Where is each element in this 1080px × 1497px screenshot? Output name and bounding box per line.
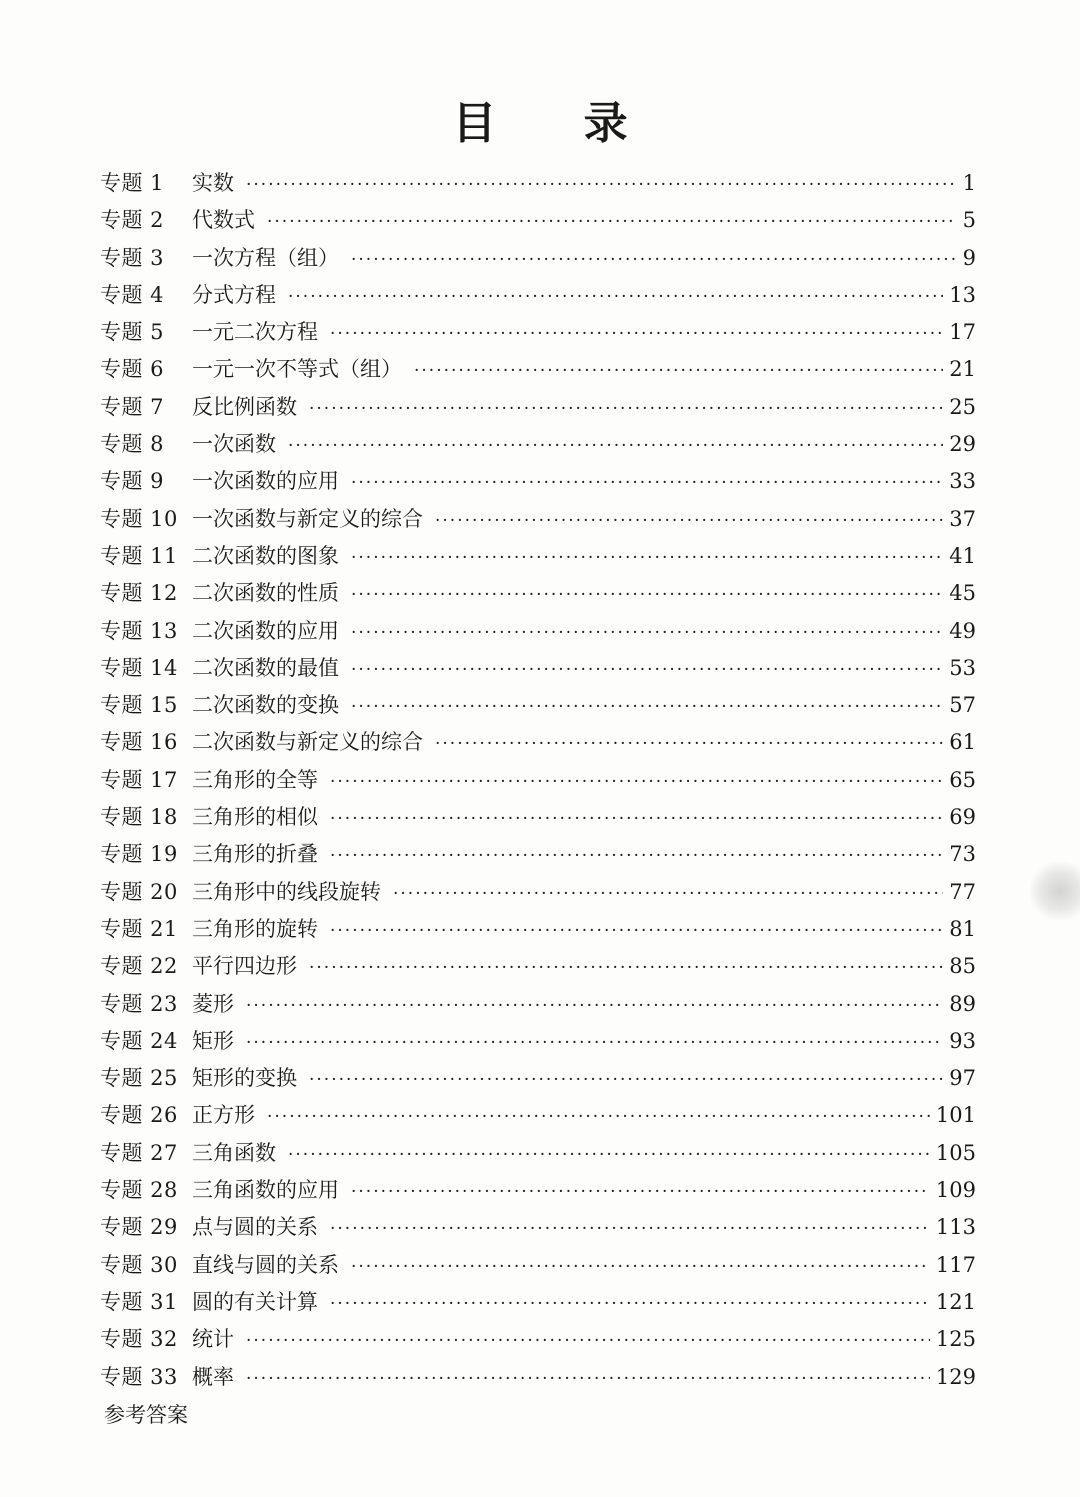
toc-entry-title: 一次函数的应用 (192, 469, 339, 494)
toc-entry-page: 85 (949, 954, 976, 979)
toc-entry-title: 一次方程（组） (192, 245, 339, 270)
toc-entry (100, 1321, 976, 1358)
page-title: 目 录 (452, 98, 664, 150)
toc-entry-number: 专题 20 (100, 879, 178, 904)
toc-dot-leader (246, 1361, 930, 1398)
toc-entry-page: 33 (949, 469, 976, 494)
toc-entry-page: 69 (949, 805, 976, 830)
toc-dot-leader (330, 1211, 930, 1248)
toc-entry-number: 专题 7 (100, 394, 165, 419)
toc-dot-leader (351, 652, 943, 689)
toc-dot-leader (288, 428, 943, 465)
toc-entry-page: 81 (949, 916, 976, 941)
toc-entry-page: 21 (949, 357, 976, 382)
toc-dot-leader (330, 913, 943, 950)
toc-entry-page: 41 (949, 543, 976, 568)
toc-dot-leader (246, 1025, 943, 1062)
toc-entry (100, 948, 976, 985)
toc-entry-page: 129 (935, 1364, 976, 1389)
toc-entry-number: 专题 21 (100, 916, 178, 941)
toc-entry-page: 29 (949, 432, 976, 457)
toc-entry-page: 17 (949, 320, 976, 345)
toc-entry-title: 圆的有关计算 (192, 1289, 318, 1314)
toc-dot-leader (330, 838, 943, 875)
toc-dot-leader (351, 242, 957, 279)
toc-entry-title: 矩形 (192, 1028, 234, 1053)
toc-entry-title: 代数式 (192, 208, 255, 233)
toc-entry-number: 专题 29 (100, 1215, 178, 1240)
toc-entry-number: 专题 28 (100, 1178, 178, 1203)
toc-dot-leader (309, 391, 943, 428)
toc-dot-leader (351, 689, 943, 726)
toc-entry-number: 专题 4 (100, 282, 165, 307)
toc-dot-leader (288, 1137, 930, 1174)
toc-entry-number: 专题 30 (100, 1252, 178, 1277)
toc-entry-number: 专题 17 (100, 767, 178, 792)
toc-dot-leader (267, 204, 957, 241)
toc-entry (100, 1135, 976, 1172)
toc-entry-page: 5 (962, 208, 976, 233)
toc-dot-leader (351, 1174, 930, 1211)
toc-dot-leader (330, 316, 943, 353)
toc-entry (100, 165, 976, 202)
toc-dot-leader (330, 801, 943, 838)
toc-entry-title: 正方形 (192, 1103, 255, 1128)
toc-entry-number: 专题 9 (100, 469, 165, 494)
toc-entry-page: 37 (949, 506, 976, 531)
toc-entry-title: 三角形中的线段旋转 (192, 879, 381, 904)
toc-entry (100, 986, 976, 1023)
toc-entry-title: 一元二次方程 (192, 320, 318, 345)
toc-entry-title: 矩形的变换 (192, 1066, 297, 1091)
toc-entry-title: 概率 (192, 1364, 234, 1389)
toc-entry-number: 专题 16 (100, 730, 178, 755)
toc-entry (100, 1172, 976, 1209)
toc-dot-leader (246, 1323, 930, 1360)
toc-dot-leader (351, 1249, 930, 1286)
toc-entry-title: 分式方程 (192, 282, 276, 307)
toc-entry-number: 专题 12 (100, 581, 178, 606)
toc-entry-title: 直线与圆的关系 (192, 1252, 339, 1277)
toc-entry-number: 专题 3 (100, 245, 165, 270)
toc-entry-number: 专题 19 (100, 842, 178, 867)
toc-entry-page: 109 (935, 1178, 976, 1203)
toc-entry-title: 二次函数的性质 (192, 581, 339, 606)
toc-entry-number: 专题 11 (100, 543, 178, 568)
answers-entry: 参考答案 (104, 1403, 188, 1427)
toc-dot-leader (246, 167, 957, 204)
toc-entry-number: 专题 1 (100, 171, 165, 195)
toc-dot-leader (435, 726, 943, 763)
toc-entry (100, 1097, 976, 1134)
toc-dot-leader (351, 540, 943, 577)
toc-entry (100, 613, 976, 650)
toc-entry-page: 97 (949, 1066, 976, 1091)
toc-entry-title: 三角函数 (192, 1140, 276, 1165)
toc-entry-number: 专题 32 (100, 1327, 178, 1352)
toc-entry-number: 专题 31 (100, 1289, 178, 1314)
toc-entry-number: 专题 24 (100, 1028, 178, 1053)
toc-entry (100, 1060, 976, 1097)
toc-entry (100, 836, 976, 873)
toc-dot-leader (351, 577, 943, 614)
toc-entry (100, 1209, 976, 1246)
toc-entry-title: 二次函数与新定义的综合 (192, 730, 423, 755)
toc-dot-leader (309, 1062, 943, 1099)
toc-entry-number: 专题 26 (100, 1103, 178, 1128)
toc-entry-number: 专题 14 (100, 655, 178, 680)
toc-entry-title: 平行四边形 (192, 954, 297, 979)
toc-entry (100, 314, 976, 351)
toc-entry-page: 73 (949, 842, 976, 867)
toc-entry-page: 61 (949, 730, 976, 755)
toc-entry (100, 1359, 976, 1396)
toc-entry-page: 49 (949, 618, 976, 643)
toc-entry-number: 专题 23 (100, 991, 178, 1016)
toc-dot-leader (393, 876, 943, 913)
toc-entry-number: 专题 33 (100, 1364, 178, 1389)
toc-entry-number: 专题 25 (100, 1066, 178, 1091)
toc-entry (100, 762, 976, 799)
toc-entry-page: 1 (962, 171, 976, 195)
toc-dot-leader (267, 1099, 930, 1136)
toc-dot-leader (288, 279, 943, 316)
toc-entry-page: 89 (949, 991, 976, 1016)
toc-entry-number: 专题 8 (100, 432, 165, 457)
toc-entry-number: 专题 22 (100, 954, 178, 979)
toc-entry-title: 一元一次不等式（组） (192, 357, 402, 382)
toc-entry-page: 45 (949, 581, 976, 606)
toc-dot-leader (351, 615, 943, 652)
scan-smudge (1030, 862, 1080, 920)
toc-dot-leader (330, 1286, 930, 1323)
toc-entry (100, 1284, 976, 1321)
toc-entry (100, 1023, 976, 1060)
toc-entry (100, 687, 976, 724)
toc-entry (100, 351, 976, 388)
toc-entry-title: 实数 (192, 171, 234, 195)
toc-entry-title: 二次函数的变换 (192, 693, 339, 718)
toc-entry-title: 二次函数的最值 (192, 655, 339, 680)
toc-entry-page: 57 (949, 693, 976, 718)
toc-entry-number: 专题 27 (100, 1140, 178, 1165)
toc-entry-page: 77 (949, 879, 976, 904)
toc-entry-number: 专题 6 (100, 357, 165, 382)
toc-entry-title: 统计 (192, 1327, 234, 1352)
toc-entry (100, 724, 976, 761)
toc-entry (100, 538, 976, 575)
toc-entry (100, 575, 976, 612)
toc-entry-page: 13 (949, 282, 976, 307)
toc-entry (100, 501, 976, 538)
toc-entry-title: 一次函数与新定义的综合 (192, 506, 423, 531)
toc-entry-number: 专题 15 (100, 693, 178, 718)
toc-entry-title: 菱形 (192, 991, 234, 1016)
toc-entry (100, 277, 976, 314)
toc-dot-leader (351, 465, 943, 502)
toc-dot-leader (309, 950, 943, 987)
toc-entry-page: 53 (949, 655, 976, 680)
toc-entry (100, 799, 976, 836)
toc-entry-title: 反比例函数 (192, 394, 297, 419)
toc-entry-page: 117 (935, 1252, 976, 1277)
toc-entry-number: 专题 10 (100, 506, 178, 531)
toc-dot-leader (435, 503, 943, 540)
toc-dot-leader (330, 764, 943, 801)
toc-entry-title: 三角函数的应用 (192, 1178, 339, 1203)
toc-entry-title: 三角形的折叠 (192, 842, 318, 867)
toc-entry-page: 113 (935, 1215, 976, 1240)
toc-entry-number: 专题 18 (100, 805, 178, 830)
toc-dot-leader (414, 353, 943, 390)
toc-entry-page: 105 (935, 1140, 976, 1165)
toc-entry (100, 426, 976, 463)
toc-entry (100, 202, 976, 239)
toc-entry-page: 25 (949, 394, 976, 419)
toc-entry (100, 463, 976, 500)
toc-entry (100, 650, 976, 687)
toc-entry-page: 9 (962, 245, 976, 270)
toc-entry-number: 专题 13 (100, 618, 178, 643)
toc-dot-leader (246, 988, 943, 1025)
toc-entry-page: 101 (935, 1103, 976, 1128)
table-of-contents (100, 165, 976, 1396)
toc-entry (100, 1247, 976, 1284)
toc-entry (100, 874, 976, 911)
toc-entry-title: 二次函数的图象 (192, 543, 339, 568)
toc-entry-title: 三角形的全等 (192, 767, 318, 792)
toc-entry-title: 点与圆的关系 (192, 1215, 318, 1240)
toc-entry (100, 911, 976, 948)
toc-entry (100, 389, 976, 426)
toc-entry-title: 二次函数的应用 (192, 618, 339, 643)
toc-entry-title: 三角形的相似 (192, 805, 318, 830)
toc-entry-number: 专题 5 (100, 320, 165, 345)
toc-entry-title: 一次函数 (192, 432, 276, 457)
toc-entry-title: 三角形的旋转 (192, 916, 318, 941)
toc-entry (100, 240, 976, 277)
toc-entry-page: 65 (949, 767, 976, 792)
toc-entry-page: 125 (935, 1327, 976, 1352)
toc-entry-page: 121 (935, 1289, 976, 1314)
toc-entry-page: 93 (949, 1028, 976, 1053)
toc-entry-number: 专题 2 (100, 208, 165, 233)
